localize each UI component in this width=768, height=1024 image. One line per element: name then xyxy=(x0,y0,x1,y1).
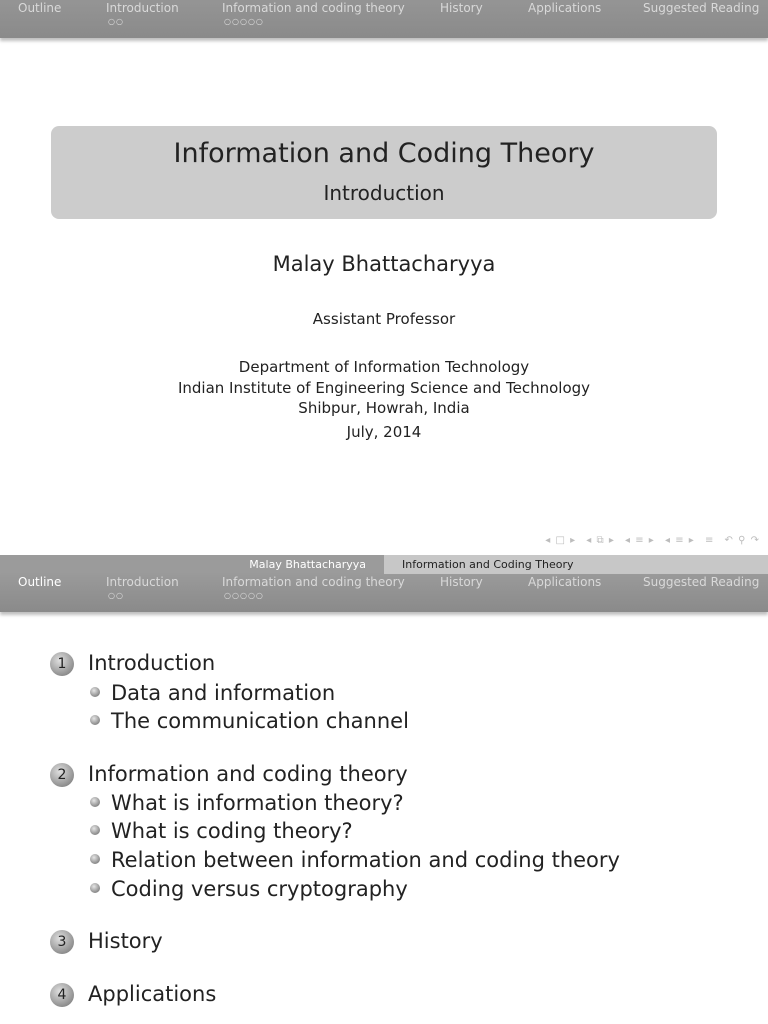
outline-slide xyxy=(0,555,768,1024)
nav-suggested-reading[interactable]: Suggested Reading xyxy=(643,1,760,15)
subsection-title: What is information theory? xyxy=(111,791,404,815)
search-back-icon[interactable]: ↶ ⚲ ↷ xyxy=(724,535,760,546)
outline-subsection[interactable] xyxy=(90,681,335,705)
nav-applications[interactable]: Applications xyxy=(528,1,602,15)
section-title: Applications xyxy=(88,982,217,1006)
bullet-icon xyxy=(90,854,100,864)
nav-information-coding-theory[interactable]: Information and coding theory xyxy=(222,575,405,589)
outline-subsection[interactable] xyxy=(90,709,409,733)
subsection-title: Data and information xyxy=(111,681,336,705)
frame-nav-icon[interactable]: ◂ □ ▸ xyxy=(545,535,577,546)
nav-history[interactable]: History xyxy=(440,1,483,15)
footline-title-box xyxy=(384,555,768,574)
nav-applications[interactable]: Applications xyxy=(528,575,602,589)
presentation-date: July, 2014 xyxy=(346,423,422,441)
section-number-badge: 3 xyxy=(50,930,74,954)
subsection-title: Coding versus cryptography xyxy=(111,877,408,901)
outline-section-information-coding-theory[interactable] xyxy=(50,762,408,787)
nav-introduction[interactable]: Introduction xyxy=(106,575,179,589)
nav-outline[interactable]: Outline xyxy=(18,575,62,589)
beamer-navigation-symbols xyxy=(539,535,760,546)
outline-section-applications[interactable] xyxy=(50,982,216,1007)
bullet-icon xyxy=(90,825,100,835)
bullet-icon xyxy=(90,715,100,725)
outline-subsection[interactable] xyxy=(90,877,408,901)
author-name: Malay Bhattacharyya xyxy=(272,252,496,276)
department: Department of Information Technology xyxy=(238,358,530,376)
section-title: Introduction xyxy=(88,651,216,675)
section-nav-icon[interactable]: ◂ ≡ ▸ xyxy=(625,535,655,546)
navigation-bar xyxy=(0,574,768,612)
nav-suggested-reading[interactable]: Suggested Reading xyxy=(643,575,760,589)
footline-author: Malay Bhattacharyya xyxy=(249,558,366,571)
footline-title: Information and Coding Theory xyxy=(402,558,574,571)
location: Shibpur, Howrah, India xyxy=(298,399,470,417)
bullet-icon xyxy=(90,883,100,893)
footline-author-box xyxy=(0,555,384,574)
author-role: Assistant Professor xyxy=(312,310,456,328)
outline-subsection[interactable] xyxy=(90,819,353,843)
section-title: History xyxy=(88,929,163,953)
outline-section-introduction[interactable] xyxy=(50,651,215,676)
bullet-icon xyxy=(90,797,100,807)
title-block xyxy=(51,126,717,219)
section-title: Information and coding theory xyxy=(88,762,408,786)
outline-subsection[interactable] xyxy=(90,791,404,815)
outline-section-history[interactable] xyxy=(50,929,163,954)
nav-ict-dots[interactable]: ○○○○○ xyxy=(224,17,264,26)
toc-icon[interactable]: ≡ xyxy=(704,535,715,546)
subsection-title: The communication channel xyxy=(111,709,409,733)
subsection-title: What is coding theory? xyxy=(111,819,353,843)
nav-history[interactable]: History xyxy=(440,575,483,589)
nav-information-coding-theory[interactable]: Information and coding theory xyxy=(222,1,405,15)
section-number-badge: 2 xyxy=(50,763,74,787)
subsection-title: Relation between information and coding theory xyxy=(111,848,620,872)
nav-ict-dots[interactable]: ○○○○○ xyxy=(224,591,264,600)
subsection-list-nav-icon[interactable]: ◂ ≡ ▸ xyxy=(665,535,695,546)
nav-outline[interactable]: Outline xyxy=(18,1,62,15)
footline xyxy=(0,555,768,574)
institute-block xyxy=(0,357,768,419)
section-number-badge: 4 xyxy=(50,983,74,1007)
presentation-subtitle: Introduction xyxy=(323,181,445,205)
nav-introduction[interactable]: Introduction xyxy=(106,1,179,15)
nav-introduction-dots[interactable]: ○○ xyxy=(108,591,124,600)
institute: Indian Institute of Engineering Science and Technology xyxy=(177,378,591,397)
subsection-nav-icon[interactable]: ◂ ⧉ ▸ xyxy=(586,535,615,546)
presentation-title: Information and Coding Theory xyxy=(173,138,595,169)
outline-subsection[interactable] xyxy=(90,848,620,872)
nav-introduction-dots[interactable]: ○○ xyxy=(108,17,124,26)
section-number-badge: 1 xyxy=(50,652,74,676)
navigation-bar xyxy=(0,0,768,38)
bullet-icon xyxy=(90,687,100,697)
